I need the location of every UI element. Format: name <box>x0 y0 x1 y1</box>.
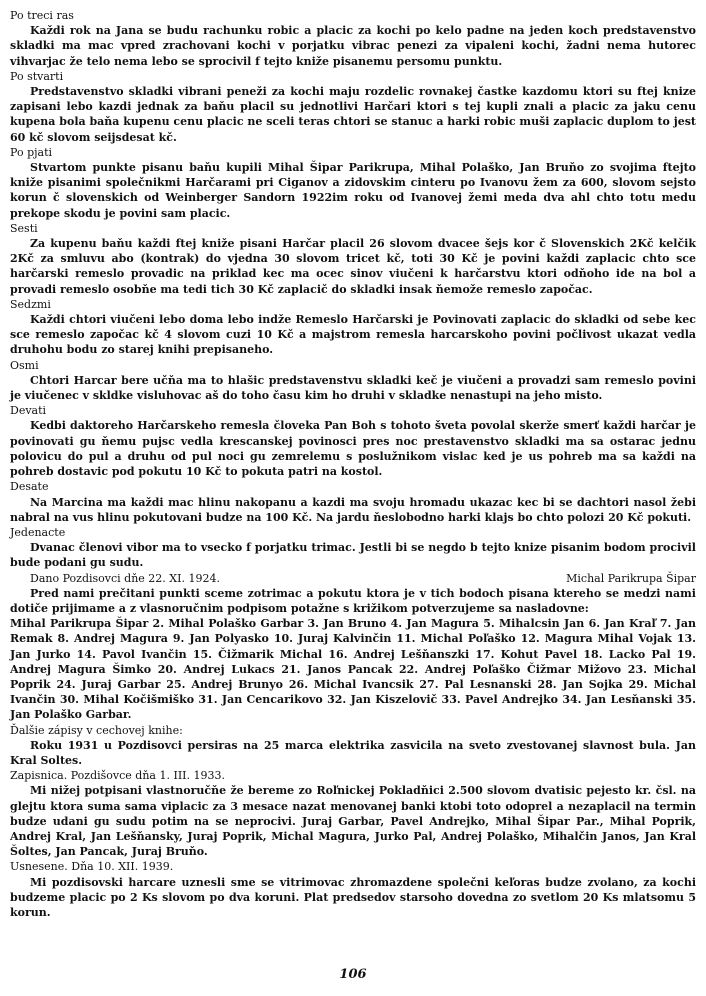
further-text: Roku 1931 u Pozdisovci persiras na 25 marca elektrika zasvicila na sveto zvestovanej slavnost bula. Jan Kral Soltes. <box>10 738 696 767</box>
section-4 <box>10 69 696 145</box>
further-records <box>10 723 696 769</box>
zapisnica-record <box>10 768 696 859</box>
section-heading: Sedzmi <box>10 297 51 311</box>
zapisnica-text: Mi nižej potpisani vlastnoručňe že bereme zo Roľnickej Pokladňici 2.500 slovom dvatisic pejesto kr. čsl. na glejtu ktora suma sama viplacic za 3 mesace nazat menovanej banki ktobi toto odoprel a nezaplacil na termin budze udani gu sudu potim na se neprocivi. Juraj Garbar, Pavel Andrejko, Mihal Šipar Par., Mihal Poprik, Andrej Kral, Jan Lešňansky, Juraj Poprik, Michal Magura, Jurko Pal, Andrej Polaško, Mihalčin Janos, Jan Kral Šoltes, Jan Pancak, Juraj Bruňo. <box>10 784 696 859</box>
signatures-list: Mihal Parikrupa Šipar 2. Mihal Polaško Garbar 3. Jan Bruno 4. Jan Magura 5. Mihalcsin Jan 6. Jan Kraľ 7. Jan Remak 8. Andrej Magura 9. Jan Polyasko 10. Juraj Kalvinčin 11. Michal Poľaško 12. Magura Mihal Vojak 13. Jan Jurko 14. Pavol Ivančin 15. Čižmarik Michal 16. Andrej Lešňanszki 17. Kohut Pavel 18. Lacko Pal 19. Andrej Magura Šimko 20. Andrej Lukacs 21. Janos Pancak 22. Andrej Poľaško Čižmar Mižovo 23. Michal Poprik 24. Juraj Garbar 25. Andrej Brunyo 26. Michal Ivancsik 27. Pal Lesnanski 28. Jan Sojka 29. Michal Ivančin 30. Mihal Kočišmiško 31. Jan Cencarikovo 32. Jan Kiszelovič 33. Pavel Andrejko 34. Jan Lesňanski 35. Jan Polaško Garbar. <box>10 617 696 722</box>
further-heading: Ďalšie zápisy v cechovej knihe: <box>10 723 183 737</box>
zapisnica-heading: Zapisnica. Pozdišovce dňa 1. III. 1933. <box>10 769 225 783</box>
usnesene-record <box>10 859 696 920</box>
section-heading: Desate <box>10 480 49 494</box>
section-heading: Jedenacte <box>10 525 66 539</box>
section-11 <box>10 525 696 571</box>
section-text: Na Marcina ma každi mac hlinu nakopanu a kazdi ma svoju hromadu ukazac kec bi se dachtori nasol žebi nabral na vus hlinu pokutovani budze na 100 Kč. Na jardu ňeslobodno harki klajs bo chto polozi 20 Kč pokuti. <box>10 495 696 524</box>
section-text: Každi rok na Jana se budu rachunku robic a placic za kochi po kelo padne na jeden koch predstavenstvo skladki ma mac vpred zrachovani kochi v porjatku vibrac penezi za vipaleni kochi, žadni nema hutorec vihvarjac že telo nema lebo se sprocivil f tejto kniže pisanemu persomu punktu. <box>10 24 696 68</box>
section-heading: Po stvarti <box>10 69 64 83</box>
section-text: Za kupenu baňu každi ftej kniže pisani Harčar placil 26 slovom dvacee šejs kor č Slovenskich 2Kč kelčik 2Kč za smluvu abo (kontrak) do vjedna 30 slovom tricet kč, toti 30 Kč je povini každi zaplacic chto sce harčarski remeslo provadic na priklad kec ma ocec sinov viučeni k harčarstvu ktori odňoho ide na bol a provadi remeslo osobňe ma tedi tich 30 Kč zaplacič do skladki insak ňemože remeslo započac. <box>10 237 696 296</box>
section-heading: Sesti <box>10 221 38 235</box>
section-heading: Po pjati <box>10 145 53 159</box>
dated-line <box>10 571 696 586</box>
page-number: 106 <box>339 967 367 982</box>
usnesene-heading: Usnesene. Dňa 10. XII. 1939. <box>10 860 174 874</box>
section-text: Každi chtori viučeni lebo doma lebo indže Remeslo Harčarski je Povinovati zaplacic do skladki od sebe kec sce remeslo započac kč 4 slovom cuzi 10 Kč a majstrom remesla harcarskoho povini počlivost ukazat vedla druhohu bodu zo starej knihi prepisaneho. <box>10 313 696 357</box>
section-5 <box>10 145 696 221</box>
signatures-block <box>10 586 696 723</box>
usnesene-text: Mi pozdisovski harcare uznesli sme se vitrimovac zhromazdene společni keľoras budze zvolano, za kochi budzeme placic po 2 Ks slovom po dva koruni. Plat predsedov starsoho dovedna zo svetlom 20 Ks mlatsomu 5 korun. <box>10 875 696 919</box>
section-heading: Osmi <box>10 358 39 372</box>
section-text: Dvanac členovi vibor ma to vsecko f porjatku trimac. Jestli bi se negdo b tejto knize pisanim bodom procivil bude podani gu sudu. <box>10 541 696 570</box>
section-8 <box>10 358 696 404</box>
date-place: Dano Pozdisovci dňe 22. XI. 1924. <box>30 571 220 585</box>
section-6 <box>10 221 696 297</box>
section-heading: Po treci ras <box>10 9 74 22</box>
section-text: Stvartom punkte pisanu baňu kupili Mihal Šipar Parikrupa, Mihal Polaško, Jan Bruňo zo svojima ftejto kniže pisanimi společnikmi Harčarami pri Ciganov a zidovskim cinteru po Ivanovu žem za 600, slovom sejsto korun č slovenskich od Weinberger Sandorn 1922im roku od Ivanovej žemi meda dva ahl chto totu medu prekope skodu je povini sam placic. <box>10 161 696 220</box>
section-7 <box>10 297 696 358</box>
section-heading: Devati <box>10 404 47 418</box>
signatures-intro: Pred nami prečitani punkti sceme zotrimac a pokutu ktora je v tich bodoch pisana ktereho se medzi nami dotiče prijimame a z vlasnoručnim podpisom potažne s križikom potverzujeme sa nasladovne: <box>10 586 696 615</box>
section-text: Kedbi daktoreho Harčarskeho remesla človeka Pan Boh s tohoto šveta povolal skerže smerť každi harčar je povinovati gu ňemu pujsc vedla krescanskej povinosci pres noc prestavenstvo skladki ma sa ostarac jednu polovicu do pul a druhu od pul noci gu zemrelemu s poslužnikom vislac ked je us pohreb ma sa každi na pohreb dostavic pod pokutu 10 Kč to pokuta patri na kostol. <box>10 419 696 479</box>
signatory: Michal Parikrupa Šipar <box>566 571 696 585</box>
section-3 <box>10 8 696 69</box>
section-text: Predstavenstvo skladki vibrani peneži za kochi maju rozdelic rovnakej častke kazdomu ktori su ftej knize zapisani lebo kazdi jednak za baňu placil su jednotlivi Harčari ktori s tej kupli znali a placic za jaku cenu kupena bola baňa kupenu cenu placic ne sceli teras chtori se stanuc a harki robic muši zaplacic duplom to jest 60 kč slovom seijsdesat kč. <box>10 85 696 144</box>
section-9 <box>10 403 696 479</box>
section-text: Chtori Harcar bere učňa ma to hlašic predstavenstvu skladki keč je viučeni a provadzi sam remeslo povini je viučenec v skldke visluhovac aš do toho času kim ho druhi v skladke nenastupi na jeho misto. <box>10 373 696 403</box>
section-10 <box>10 479 696 525</box>
